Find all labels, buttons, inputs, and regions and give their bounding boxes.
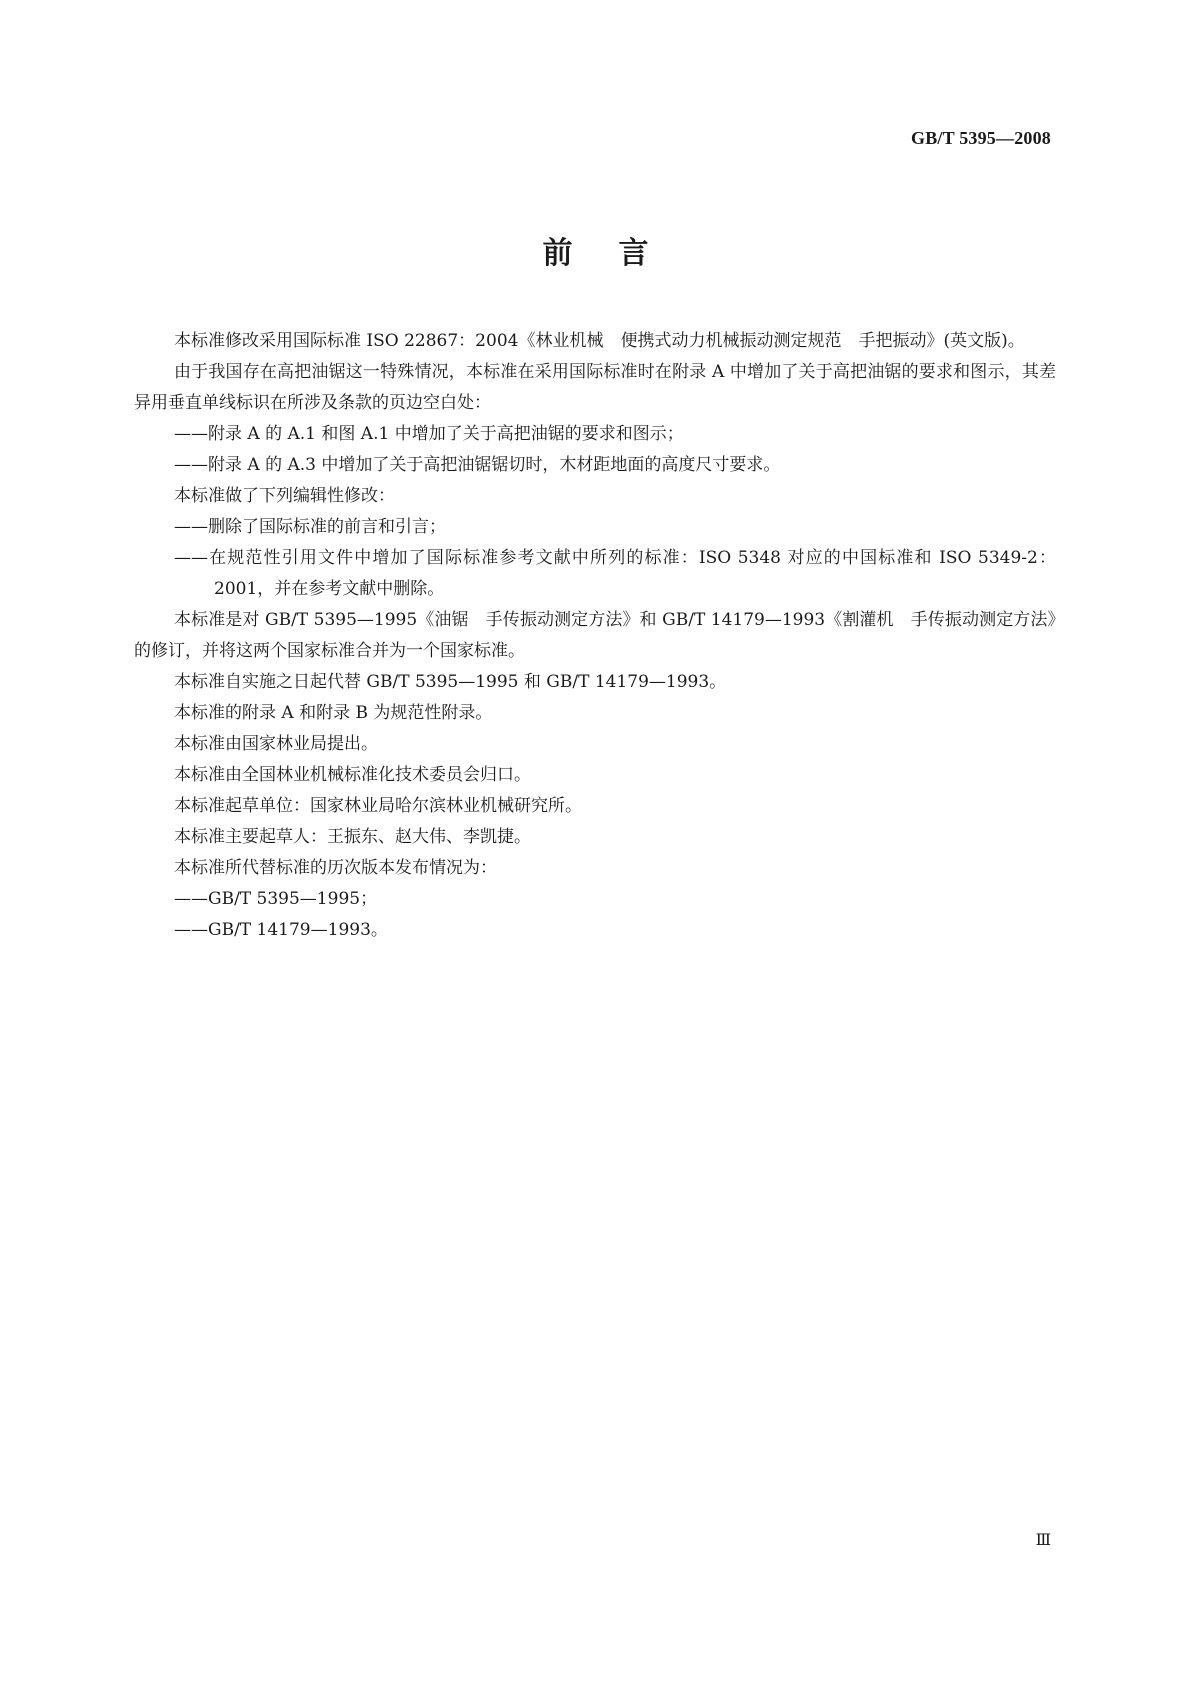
page-title: 前言 xyxy=(542,236,695,271)
paragraph-annexes: 本标准的附录 A 和附录 B 为规范性附录。 xyxy=(174,703,493,723)
document-body xyxy=(134,326,1056,946)
paragraph-differences: 由于我国存在高把油锯这一特殊情况，本标准在采用国际标准时在附录 A 中增加了关于高把油锯的要求和图示，其差异用垂直单线标识在所涉及条款的页边空白处： xyxy=(134,362,1056,413)
paragraph-editorial-changes: 本标准做了下列编辑性修改： xyxy=(174,486,395,506)
paragraph-adoption: 本标准修改采用国际标准 ISO 22867：2004《林业机械 便携式动力机械振动测定规范 手把振动》(英文版)。 xyxy=(174,331,1025,351)
editorial-item: ——在规范性引用文件中增加了国际标准参考文献中所列的标准：ISO 5348 对应的中国标准和 ISO 5349-2：2001，并在参考文献中删除。 xyxy=(174,548,1056,599)
paragraph-committee: 本标准由全国林业机械标准化技术委员会归口。 xyxy=(174,765,531,785)
paragraph-drafters: 本标准主要起草人：王振东、赵大伟、李凯捷。 xyxy=(174,827,531,847)
paragraph-history: 本标准所代替标准的历次版本发布情况为： xyxy=(174,858,497,878)
paragraph-drafting-unit: 本标准起草单位：国家林业局哈尔滨林业机械研究所。 xyxy=(174,796,582,816)
paragraph-replacement: 本标准自实施之日起代替 GB/T 5395—1995 和 GB/T 14179—1993。 xyxy=(174,672,727,692)
standard-code: GB/T 5395—2008 xyxy=(911,128,1051,148)
difference-item: ——附录 A 的 A.3 中增加了关于高把油锯锯切时，木材距地面的高度尺寸要求。 xyxy=(174,455,781,475)
page-number: Ⅲ xyxy=(1035,1532,1051,1549)
editorial-item: ——删除了国际标准的前言和引言； xyxy=(174,517,446,537)
paragraph-revision: 本标准是对 GB/T 5395—1995《油锯 手传振动测定方法》和 GB/T 14179—1993《割灌机 手传振动测定方法》的修订，并将这两个国家标准合并为一个国家标准。 xyxy=(134,610,1056,661)
paragraph-proposer: 本标准由国家林业局提出。 xyxy=(174,734,378,754)
history-item: ——GB/T 14179—1993。 xyxy=(174,920,388,940)
history-item: ——GB/T 5395—1995； xyxy=(174,889,378,909)
difference-item: ——附录 A 的 A.1 和图 A.1 中增加了关于高把油锯的要求和图示； xyxy=(174,424,684,444)
